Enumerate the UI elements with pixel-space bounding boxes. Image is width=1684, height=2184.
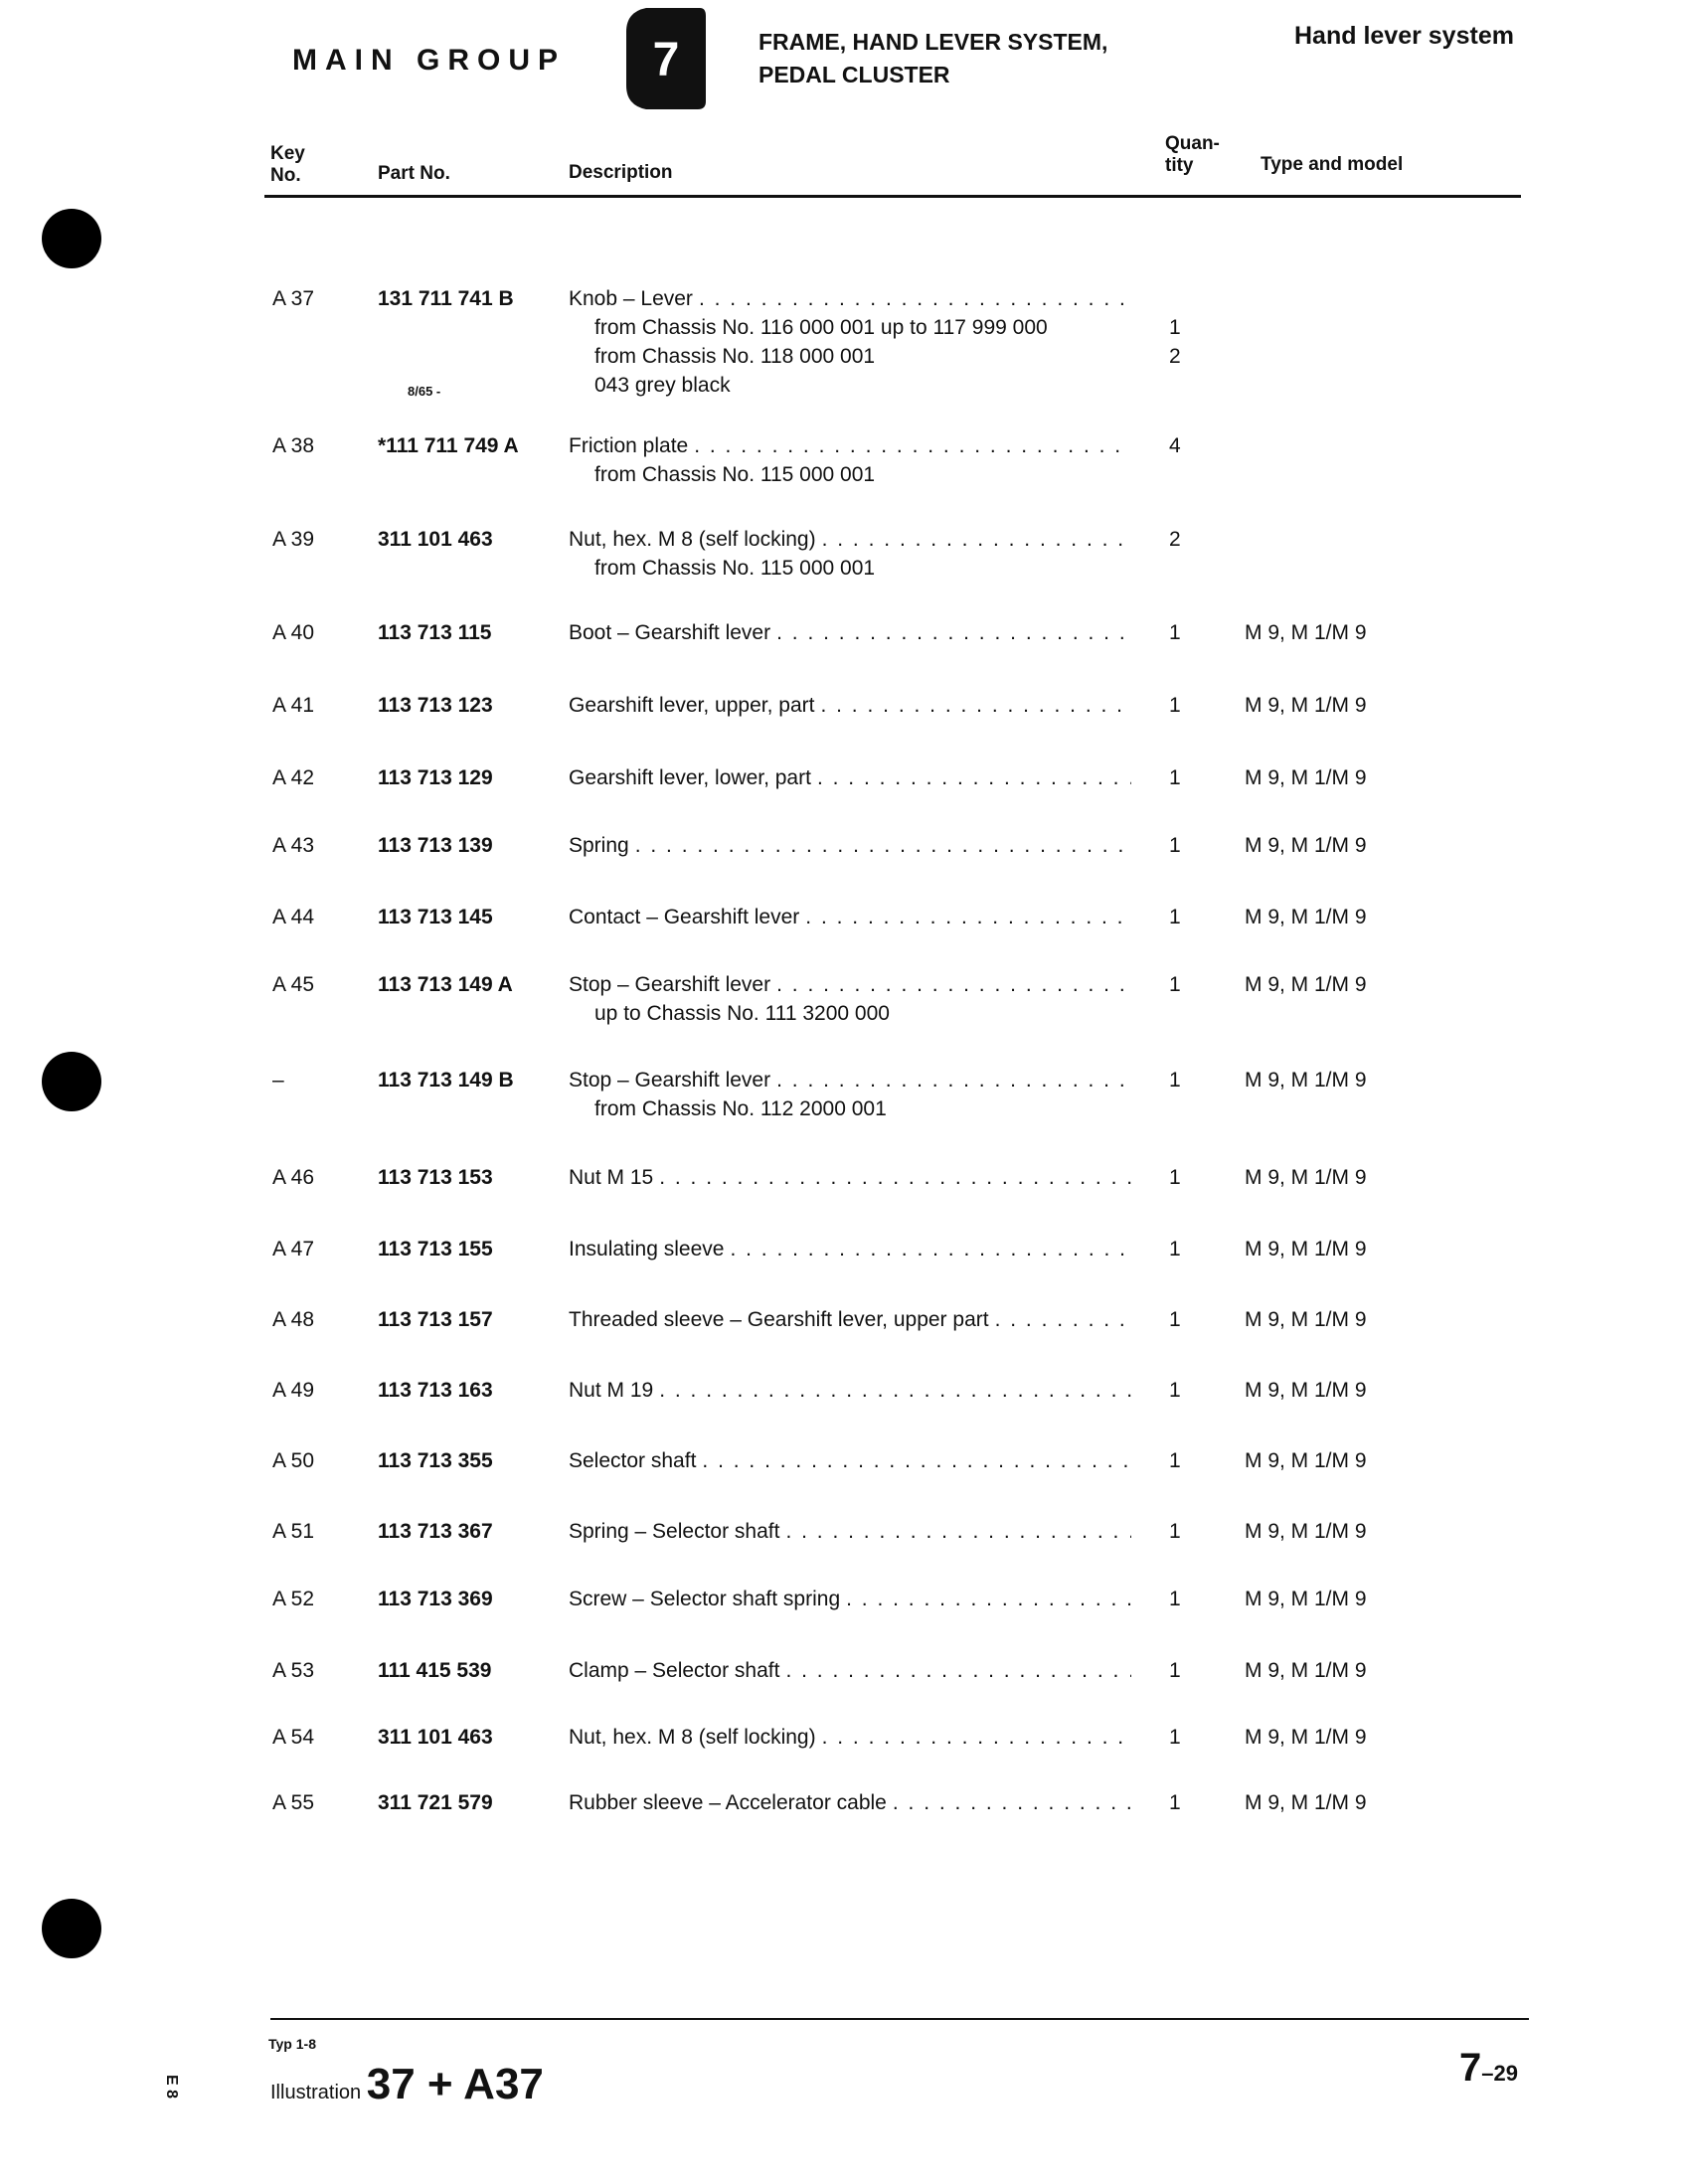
footer-illustration [270, 2060, 544, 2109]
illustration-label: Illustration [270, 2082, 362, 2103]
part-number: 113 713 157 [378, 1308, 493, 1331]
type-and-model: M 9, M 1/M 9 [1245, 694, 1367, 717]
type-and-model: M 9, M 1/M 9 [1245, 1726, 1367, 1749]
type-and-model: M 9, M 1/M 9 [1245, 834, 1367, 857]
quantity: 1 [1169, 1379, 1181, 1402]
key-number: A 43 [272, 834, 315, 857]
title-line-2: PEDAL CLUSTER [758, 62, 950, 87]
description-text: Contact – Gearshift lever [569, 906, 800, 928]
col-description-header: Description [569, 162, 673, 183]
leader-dots [785, 1656, 1131, 1685]
description-subline: from Chassis No. 112 2000 001 [594, 1097, 887, 1120]
description-text: Rubber sleeve – Accelerator cable [569, 1791, 887, 1814]
col-model-header: Type and model [1261, 154, 1404, 175]
description-subline: from Chassis No. 115 000 001 [594, 463, 876, 486]
group-number-badge [626, 6, 706, 111]
type-and-model: M 9, M 1/M 9 [1245, 1588, 1367, 1610]
section-title: Hand lever system [1294, 22, 1514, 50]
key-number: A 55 [272, 1791, 315, 1814]
page-number: 7–29 [1459, 2046, 1518, 2090]
leader-dots [820, 691, 1131, 720]
leader-dots [659, 1376, 1131, 1405]
key-number: A 41 [272, 694, 315, 717]
page-title [758, 26, 1176, 91]
key-number: A 42 [272, 766, 315, 789]
key-number: A 40 [272, 621, 315, 644]
description [569, 1723, 1131, 1752]
description [569, 1788, 1131, 1817]
part-number: *111 711 749 A [378, 434, 519, 457]
description [569, 903, 1131, 931]
description-text: Insulating sleeve [569, 1238, 725, 1260]
leader-dots [730, 1235, 1131, 1263]
description [569, 1235, 1131, 1263]
leader-dots [694, 431, 1131, 460]
type-and-model: M 9, M 1/M 9 [1245, 1069, 1367, 1092]
header-rule [264, 195, 1521, 198]
punch-hole-top [42, 209, 101, 268]
description-text: Nut M 15 [569, 1166, 654, 1189]
description-text: Spring – Selector shaft [569, 1520, 780, 1543]
part-number: 113 713 149 B [378, 1069, 514, 1092]
key-number: A 50 [272, 1449, 315, 1472]
description-text: Screw – Selector shaft spring [569, 1588, 841, 1610]
key-number: A 49 [272, 1379, 315, 1402]
description-text: Nut, hex. M 8 (self locking) [569, 1726, 816, 1749]
footer-rule [270, 2018, 1529, 2020]
leader-dots [817, 763, 1131, 792]
type-and-model: M 9, M 1/M 9 [1245, 1238, 1367, 1260]
description [569, 1517, 1131, 1546]
description-text: Spring [569, 834, 629, 857]
col-part-header: Part No. [378, 163, 450, 184]
type-and-model: M 9, M 1/M 9 [1245, 621, 1367, 644]
footer-typ: Typ 1-8 [268, 2036, 316, 2052]
part-number: 111 415 539 [378, 1659, 492, 1682]
leader-dots [995, 1305, 1131, 1334]
quantity: 1 [1169, 973, 1181, 996]
punch-hole-bottom [42, 1899, 101, 1958]
leader-dots [846, 1585, 1131, 1613]
type-and-model: M 9, M 1/M 9 [1245, 1308, 1367, 1331]
key-number: A 38 [272, 434, 315, 457]
description [569, 1446, 1131, 1475]
description [569, 431, 1131, 489]
col-key-header: Key No. [270, 143, 305, 186]
part-number: 113 713 163 [378, 1379, 493, 1402]
description-text: Gearshift lever, lower, part [569, 766, 811, 789]
part-number: 113 713 145 [378, 906, 493, 928]
leader-dots [776, 970, 1131, 999]
part-number: 113 713 369 [378, 1588, 493, 1610]
description-text: Stop – Gearshift lever [569, 1069, 771, 1092]
quantity: 1 [1169, 1726, 1181, 1749]
key-number: A 53 [272, 1659, 315, 1682]
leader-dots [635, 831, 1131, 860]
description [569, 1066, 1131, 1123]
part-number: 113 713 123 [378, 694, 493, 717]
quantity: 4 [1169, 434, 1181, 457]
description-subline: from Chassis No. 115 000 001 [594, 557, 876, 580]
key-number: A 54 [272, 1726, 315, 1749]
description [569, 970, 1131, 1028]
quantity: 1 [1169, 1166, 1181, 1189]
description [569, 763, 1131, 792]
quantity: 1 [1169, 1238, 1181, 1260]
sub-quantity: 2 [1169, 345, 1181, 368]
quantity: 1 [1169, 1308, 1181, 1331]
key-number: A 52 [272, 1588, 315, 1610]
leader-dots [702, 1446, 1131, 1475]
quantity: 1 [1169, 694, 1181, 717]
leader-dots [805, 903, 1131, 931]
description-text: Gearshift lever, upper, part [569, 694, 815, 717]
group-number: 7 [652, 34, 680, 86]
key-number: A 44 [272, 906, 315, 928]
part-number: 131 711 741 B [378, 287, 514, 310]
description [569, 1163, 1131, 1192]
part-number: 113 713 153 [378, 1166, 493, 1189]
key-number: – [272, 1069, 284, 1092]
description-text: Boot – Gearshift lever [569, 621, 771, 644]
part-number: 113 713 115 [378, 621, 492, 644]
description [569, 1305, 1131, 1334]
part-number: 311 101 463 [378, 1726, 493, 1749]
quantity: 2 [1169, 528, 1181, 551]
description [569, 691, 1131, 720]
quantity: 1 [1169, 1659, 1181, 1682]
type-and-model: M 9, M 1/M 9 [1245, 766, 1367, 789]
quantity: 1 [1169, 621, 1181, 644]
quantity: 1 [1169, 1588, 1181, 1610]
key-number: A 45 [272, 973, 315, 996]
key-number: A 51 [272, 1520, 315, 1543]
description-text: Nut M 19 [569, 1379, 654, 1402]
leader-dots [822, 1723, 1131, 1752]
key-number: A 46 [272, 1166, 315, 1189]
part-number: 113 713 149 A [378, 973, 513, 996]
part-number: 311 721 579 [378, 1791, 493, 1814]
leader-dots [776, 1066, 1131, 1094]
quantity: 1 [1169, 906, 1181, 928]
description-subline: from Chassis No. 118 000 001 [594, 345, 876, 368]
key-number: A 47 [272, 1238, 315, 1260]
description [569, 1376, 1131, 1405]
description-subline: up to Chassis No. 111 3200 000 [594, 1002, 890, 1025]
key-number: A 37 [272, 287, 315, 310]
leader-dots [776, 618, 1131, 647]
part-number: 113 713 355 [378, 1449, 493, 1472]
type-and-model: M 9, M 1/M 9 [1245, 1449, 1367, 1472]
part-number: 311 101 463 [378, 528, 493, 551]
quantity: 1 [1169, 1520, 1181, 1543]
description-text: Clamp – Selector shaft [569, 1659, 780, 1682]
col-quantity-header: Quan- tity [1165, 133, 1220, 176]
description [569, 1585, 1131, 1613]
illustration-ref: 37 + A37 [366, 2060, 544, 2108]
description-text: Stop – Gearshift lever [569, 973, 771, 996]
type-and-model: M 9, M 1/M 9 [1245, 906, 1367, 928]
key-number: A 48 [272, 1308, 315, 1331]
quantity: 1 [1169, 1449, 1181, 1472]
description-text: Threaded sleeve – Gearshift lever, upper part [569, 1308, 989, 1331]
type-and-model: M 9, M 1/M 9 [1245, 1520, 1367, 1543]
date-note: 8/65 - [408, 384, 441, 399]
quantity: 1 [1169, 834, 1181, 857]
description [569, 1656, 1131, 1685]
leader-dots [822, 525, 1131, 554]
type-and-model: M 9, M 1/M 9 [1245, 1659, 1367, 1682]
description-subline: from Chassis No. 116 000 001 up to 117 999 000 [594, 316, 1048, 339]
quantity: 1 [1169, 1791, 1181, 1814]
description-text: Nut, hex. M 8 (self locking) [569, 528, 816, 551]
type-and-model: M 9, M 1/M 9 [1245, 973, 1367, 996]
leader-dots [699, 284, 1131, 313]
description [569, 284, 1131, 400]
leader-dots [785, 1517, 1131, 1546]
part-number: 113 713 155 [378, 1238, 493, 1260]
part-number: 113 713 367 [378, 1520, 493, 1543]
part-number: 113 713 129 [378, 766, 493, 789]
description-text: Selector shaft [569, 1449, 697, 1472]
description [569, 831, 1131, 860]
leader-dots [893, 1788, 1131, 1817]
quantity: 1 [1169, 1069, 1181, 1092]
sub-quantity: 1 [1169, 316, 1181, 339]
title-line-1: FRAME, HAND LEVER SYSTEM, [758, 29, 1108, 55]
quantity: 1 [1169, 766, 1181, 789]
description-subline: 043 grey black [594, 374, 731, 397]
type-and-model: M 9, M 1/M 9 [1245, 1379, 1367, 1402]
description [569, 525, 1131, 583]
part-number: 113 713 139 [378, 834, 493, 857]
leader-dots [659, 1163, 1131, 1192]
main-group-label: MAIN GROUP [292, 44, 566, 77]
type-and-model: M 9, M 1/M 9 [1245, 1166, 1367, 1189]
type-and-model: M 9, M 1/M 9 [1245, 1791, 1367, 1814]
side-code: E 8 [163, 2074, 181, 2100]
key-number: A 39 [272, 528, 315, 551]
description [569, 618, 1131, 647]
description-text: Friction plate [569, 434, 689, 457]
description-text: Knob – Lever [569, 287, 693, 310]
punch-hole-middle [42, 1052, 101, 1111]
